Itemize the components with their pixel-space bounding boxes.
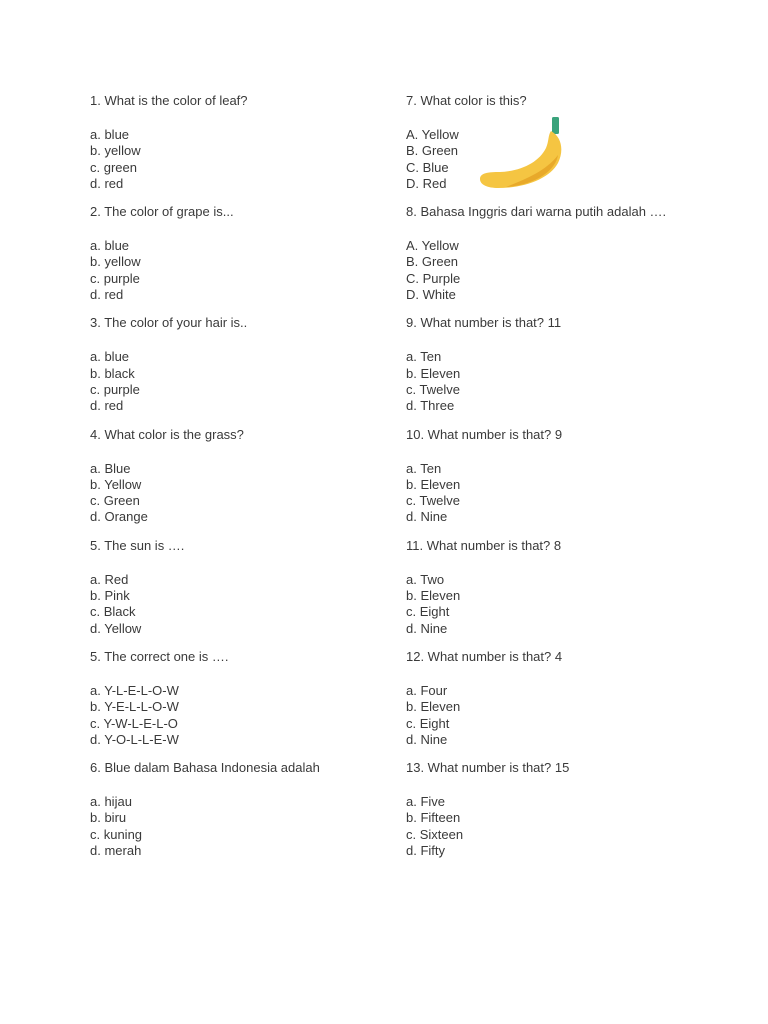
option-item: C. Purple	[406, 270, 461, 286]
question-block	[90, 93, 390, 192]
question-block	[406, 315, 676, 414]
options-list	[90, 349, 390, 414]
option-item: a. Blue	[90, 460, 131, 476]
question-text: 10. What number is that? 9	[406, 426, 563, 442]
option-item: b. biru	[90, 810, 127, 826]
question-text: 6. Blue dalam Bahasa Indonesia adalah	[90, 760, 320, 776]
question-block	[406, 538, 676, 637]
question-block	[90, 538, 390, 637]
option-item: b. Eleven	[406, 588, 461, 604]
option-item: a. Ten	[406, 349, 442, 365]
options-list	[90, 461, 390, 526]
option-item: d. Nine	[406, 620, 448, 636]
options-list	[90, 572, 390, 637]
option-item: b. black	[90, 365, 135, 381]
question-text: 2. The color of grape is...	[90, 204, 234, 220]
option-item: d. red	[90, 398, 124, 414]
option-item: c. Green	[90, 493, 140, 509]
question-text: 12. What number is that? 4	[406, 648, 563, 664]
option-item: d. Nine	[406, 509, 448, 525]
banana-stem	[552, 117, 559, 134]
left-column	[90, 93, 390, 871]
option-item: D. Red	[406, 175, 447, 191]
options-list	[406, 461, 676, 526]
question-block	[90, 427, 390, 526]
option-item: B. Green	[406, 143, 459, 159]
options-list	[406, 794, 676, 859]
question-text: 5. The sun is ….	[90, 537, 185, 553]
question-block	[406, 93, 676, 192]
option-item: a. Red	[90, 571, 129, 587]
option-item: a. blue	[90, 349, 130, 365]
option-item: a. Five	[406, 794, 446, 810]
option-item: a. Y-L-E-L-O-W	[90, 682, 179, 698]
option-item: b. Pink	[90, 588, 130, 604]
option-item: d. Fifty	[406, 843, 446, 859]
option-item: c. purple	[90, 270, 140, 286]
question-text: 4. What color is the grass?	[90, 426, 244, 442]
options-list	[90, 794, 390, 859]
question-text: 3. The color of your hair is..	[90, 315, 248, 331]
option-item: c. kuning	[90, 826, 143, 842]
question-text: 7. What color is this?	[406, 93, 527, 108]
right-column	[406, 93, 676, 871]
options-list	[90, 127, 390, 192]
options-list	[90, 683, 390, 748]
question-text: 1. What is the color of leaf?	[90, 93, 248, 108]
option-item: d. Y-O-L-L-E-W	[90, 731, 179, 747]
option-item: d. Three	[406, 398, 455, 414]
option-item: D. White	[406, 287, 456, 303]
options-list	[406, 683, 676, 748]
banana-body	[480, 131, 561, 188]
option-item: d. red	[90, 175, 124, 191]
option-item: c. Eight	[406, 715, 450, 731]
question-text: 5. The correct one is ….	[90, 648, 229, 664]
option-item: a. Ten	[406, 460, 442, 476]
option-item: a. blue	[90, 127, 130, 142]
question-block	[90, 204, 390, 303]
question-text: 11. What number is that? 8	[406, 537, 562, 553]
option-item: b. yellow	[90, 254, 141, 270]
option-item: b. Eleven	[406, 365, 461, 381]
option-item: c. purple	[90, 381, 140, 397]
option-item: a. Two	[406, 571, 445, 587]
option-item: c. Twelve	[406, 493, 460, 509]
option-item: A. Yellow	[406, 238, 459, 254]
question-text: 9. What number is that? 11	[406, 315, 562, 331]
option-item: c. Sixteen	[406, 826, 464, 842]
options-list	[406, 572, 676, 637]
options-list	[90, 238, 390, 303]
question-block	[406, 427, 676, 526]
option-item: d. red	[90, 287, 124, 303]
question-block	[406, 204, 676, 303]
question-text: 8. Bahasa Inggris dari warna putih adalah ….	[406, 204, 667, 220]
option-item: b. Yellow	[90, 476, 142, 492]
option-item: c. Black	[90, 604, 136, 620]
question-text: 13. What number is that? 15	[406, 760, 570, 776]
option-item: C. Blue	[406, 159, 449, 175]
question-block	[90, 760, 390, 859]
option-item: B. Green	[406, 254, 459, 270]
option-item: d. Orange	[90, 509, 148, 525]
option-item: A. Yellow	[406, 127, 459, 142]
option-item: b. Fifteen	[406, 810, 461, 826]
question-block	[90, 315, 390, 414]
options-list	[406, 238, 676, 303]
banana-icon	[476, 115, 576, 191]
option-item: a. hijau	[90, 794, 132, 810]
option-item: a. Four	[406, 682, 448, 698]
option-item: c. Eight	[406, 604, 450, 620]
option-item: d. merah	[90, 843, 142, 859]
option-item: b. Eleven	[406, 476, 461, 492]
option-item: b. Y-E-L-L-O-W	[90, 699, 179, 715]
option-item: d. Yellow	[90, 620, 142, 636]
question-block	[406, 760, 676, 859]
option-item: b. yellow	[90, 143, 141, 159]
option-item: c. green	[90, 159, 137, 175]
options-list	[406, 349, 676, 414]
option-item: c. Y-W-L-E-L-O	[90, 715, 178, 731]
option-item: b. Eleven	[406, 699, 461, 715]
option-item: a. blue	[90, 238, 130, 254]
option-item: d. Nine	[406, 731, 448, 747]
question-block	[90, 649, 390, 748]
question-block	[406, 649, 676, 748]
option-item: c. Twelve	[406, 381, 460, 397]
